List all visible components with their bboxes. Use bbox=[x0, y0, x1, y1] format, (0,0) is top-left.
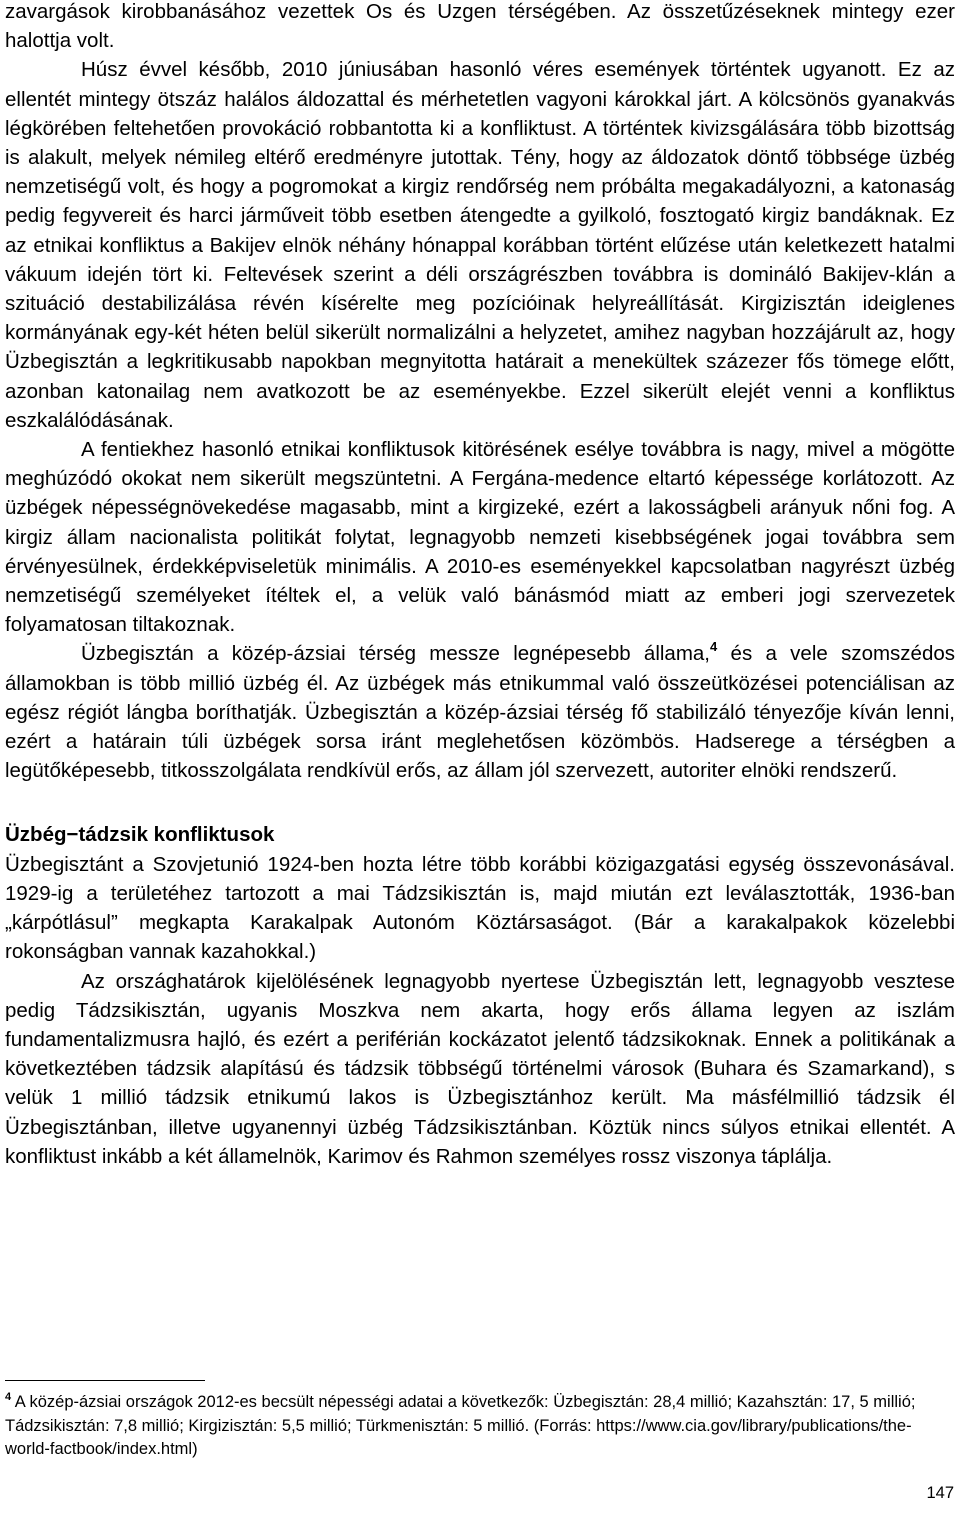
footnote-separator bbox=[5, 1380, 205, 1381]
page-number: 147 bbox=[926, 1484, 954, 1502]
paragraph-1: zavargások kirobbanásához vezettek Os és Uzgen térségében. Az összetűzéseknek mintegy ezer halottja volt. bbox=[5, 0, 955, 53]
footnote-reference: 4 bbox=[710, 639, 718, 655]
footnote bbox=[5, 1391, 955, 1462]
document-body bbox=[5, 0, 955, 1171]
paragraph-2: Húsz évvel később, 2010 júniusában hasonló véres események történtek ugyanott. Ez az ellentét mintegy ötszáz halálos áldozattal és mérhetetlen vagyoni károkkal járt. A kölcsönös gyanakvás légkörében feltehetően provokáció robbantotta ki a konfliktust. A történtek kivizsgálására több bizottság is alakult, melyek némileg eltérő eredményre jutottak. Tény, hogy az áldozatok döntő többsége üzbég nemzetiségű volt, és hogy a pogromokat a kirgiz rendőrség nem próbálta megakadályozni, a katonaság pedig fegyvereit és harci járműveit több esetben átengedte a gyilkoló, fosztogató kirgiz bandáknak. Ez az etnikai konfliktus a Bakijev elnök néhány hónappal korábban történt elűzése után keletkezett hatalmi vákuum idején tört ki. Feltevések szerint a déli országrészben továbbra is domináló Bakijev-klán a szituáció destabilizálása révén kísérelte meg pozícióinak helyreállítását. Kirgizisztán ideiglenes kormányának egy-két héten belül sikerült normalizálni a helyzetet, amihez nagyban hozzájárult az, hogy Üzbegisztán a legkritikusabb napokban megnyitotta határait a menekültek százezer fős tömege előtt, azonban katonailag nem avatkozott be az eseményekbe. Ezzel sikerült elejét venni a konfliktus eszkalálódásának. bbox=[5, 58, 955, 432]
footnote-text: A közép-ázsiai országok 2012-es becsült népességi adatai a következők: Üzbegisztán: 28,4 millió; Kazahsztán: 17, 5 millió; Tádzsikisztán: 7,8 millió; Kirgizisztán: 5,5 millió; Türkmenisztán: 5 millió. (Forrás: https://www.cia.gov/library/publications/the-world-factbook/index.html) bbox=[5, 1393, 916, 1458]
footnote-marker: 4 bbox=[5, 1391, 12, 1403]
section-paragraph-1: Üzbegisztánt a Szovjetunió 1924-ben hozta létre több korábbi közigazgatási egység összevonásával. 1929-ig a területéhez tartozott a mai Tádzsikisztán is, majd miután ezt leválasztották, 1936-ban „kárpótlásul” megkapta Karakalpak Autonóm Köztársaságot. (Bár a karakalpakok közelebbi rokonságban vannak kazahokkal.) bbox=[5, 852, 955, 964]
paragraph-3: A fentiekhez hasonló etnikai konfliktusok kitörésének esélye továbbra is nagy, mivel a mögötte meghúzódó okokat nem sikerült megszüntetni. A Fergána-medence eltartó képessége korlátozott. Az üzbégek népességnövekedése magasabb, mint a kirgizeké, ezért a lakosságbeli arányuk nőni fog. A kirgiz állam nacionalista politikát folytat, legnagyobb nemzeti kisebbségének jogai továbbra sem érvényesülnek, érdekképviseletük minimális. A 2010-es eseményekkel kapcsolatban nagyrészt üzbég nemzetiségű személyeket ítéltek el, a velük való bánásmód miatt az emberi jogi szervezetek folyamatosan tiltakoznak. bbox=[5, 438, 955, 637]
paragraph-4: Üzbegisztán a közép-ázsiai térség messze legnépesebb állama,$^4$ és a vele szomszédos államokban is több millió üzbég él. Az üzbégek más etnikummal való összeütközései potenciálisan az egész régiót lángba boríthatják. Üzbegisztán a közép-ázsiai térség fő stabilizáló tényezője kíván lenni, ezért a határain túli üzbégek sorsa iránt meglehetősen közömbös. Hadserege a térségben a legütőképesebb, titkosszolgálata rendkívül erős, az állam jól szervezett, autoriter elnöki rendszerű. bbox=[5, 639, 956, 783]
section-heading: Üzbég−tádzsik konfliktusok bbox=[5, 823, 275, 847]
section-paragraph-2: Az országhatárok kijelölésének legnagyobb nyertese Üzbegisztán lett, legnagyobb vesztese pedig Tádzsikisztán, ugyanis Moszkva nem akarta, hogy erős állama legyen az iszlám fundamentalizmusra hajló, és ezért a periférián kockázatot jelentő tádzsikoknak. Ennek a politikának a következtében tádzsik alapítású és tádzsik többségű történelmi városok (Buhara és Szamarkand), s velük 1 millió tádzsik etnikumú lakos is Üzbegisztánhoz került. Ma másfélmillió tádzsik él Üzbegisztánban, illetve ugyanennyi üzbég Tádzsikisztánban. Köztük nincs súlyos etnikai ellentét. A konfliktust inkább a két államelnök, Karimov és Rahmon személyes rossz viszonya táplálja. bbox=[5, 969, 955, 1168]
